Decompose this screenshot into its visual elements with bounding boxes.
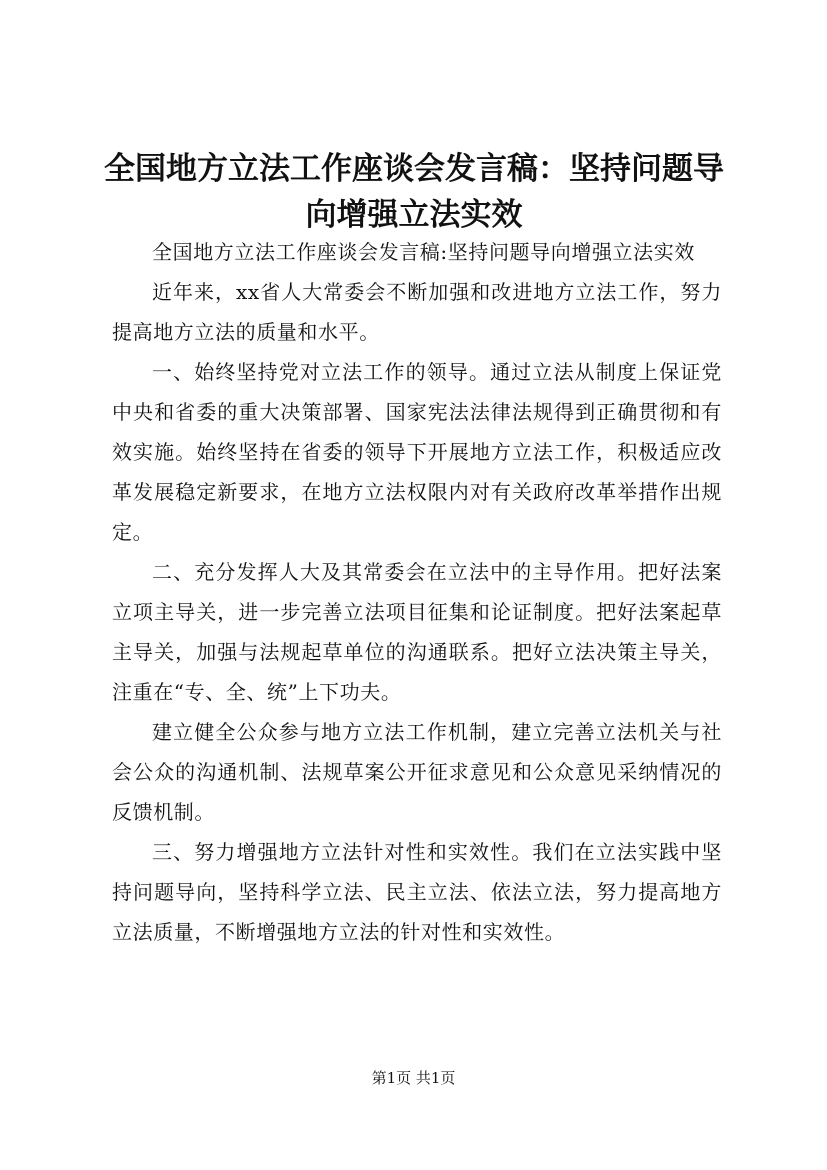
paragraph-section-2: 二、充分发挥人大及其常委会在立法中的主导作用。把好法案立项主导关，进一步完善立法项目征集和论证制度。把好法案起草主导关，加强与法规起草单位的沟通联系。把好立法决策主导关，注重在“专、全、统”上下功夫。 bbox=[112, 560, 722, 704]
document-title: 全国地方立法工作座谈会发言稿：坚持问题导向增强立法实效 bbox=[104, 151, 724, 233]
paragraph-subtitle: 全国地方立法工作座谈会发言稿:坚持问题导向增强立法实效 bbox=[152, 240, 695, 264]
document-body bbox=[112, 232, 722, 952]
paragraph-section-3: 三、努力增强地方立法针对性和实效性。我们在立法实践中坚持问题导向，坚持科学立法、民主立法、依法立法，努力提高地方立法质量，不断增强地方立法的针对性和实效性。 bbox=[112, 840, 722, 944]
page-number-footer: 第1页 共1页 bbox=[371, 1069, 456, 1087]
paragraph-intro: 近年来，xx省人大常委会不断加强和改进地方立法工作，努力提高地方立法的质量和水平。 bbox=[112, 280, 722, 344]
paragraph-section-1: 一、始终坚持党对立法工作的领导。通过立法从制度上保证党中央和省委的重大决策部署、国家宪法法律法规得到正确贯彻和有效实施。始终坚持在省委的领导下开展地方立法工作，积极适应改革发展稳定新要求，在地方立法权限内对有关政府改革举措作出规定。 bbox=[112, 360, 722, 544]
paragraph-public-participation: 建立健全公众参与地方立法工作机制，建立完善立法机关与社会公众的沟通机制、法规草案公开征求意见和公众意见采纳情况的反馈机制。 bbox=[112, 720, 722, 824]
